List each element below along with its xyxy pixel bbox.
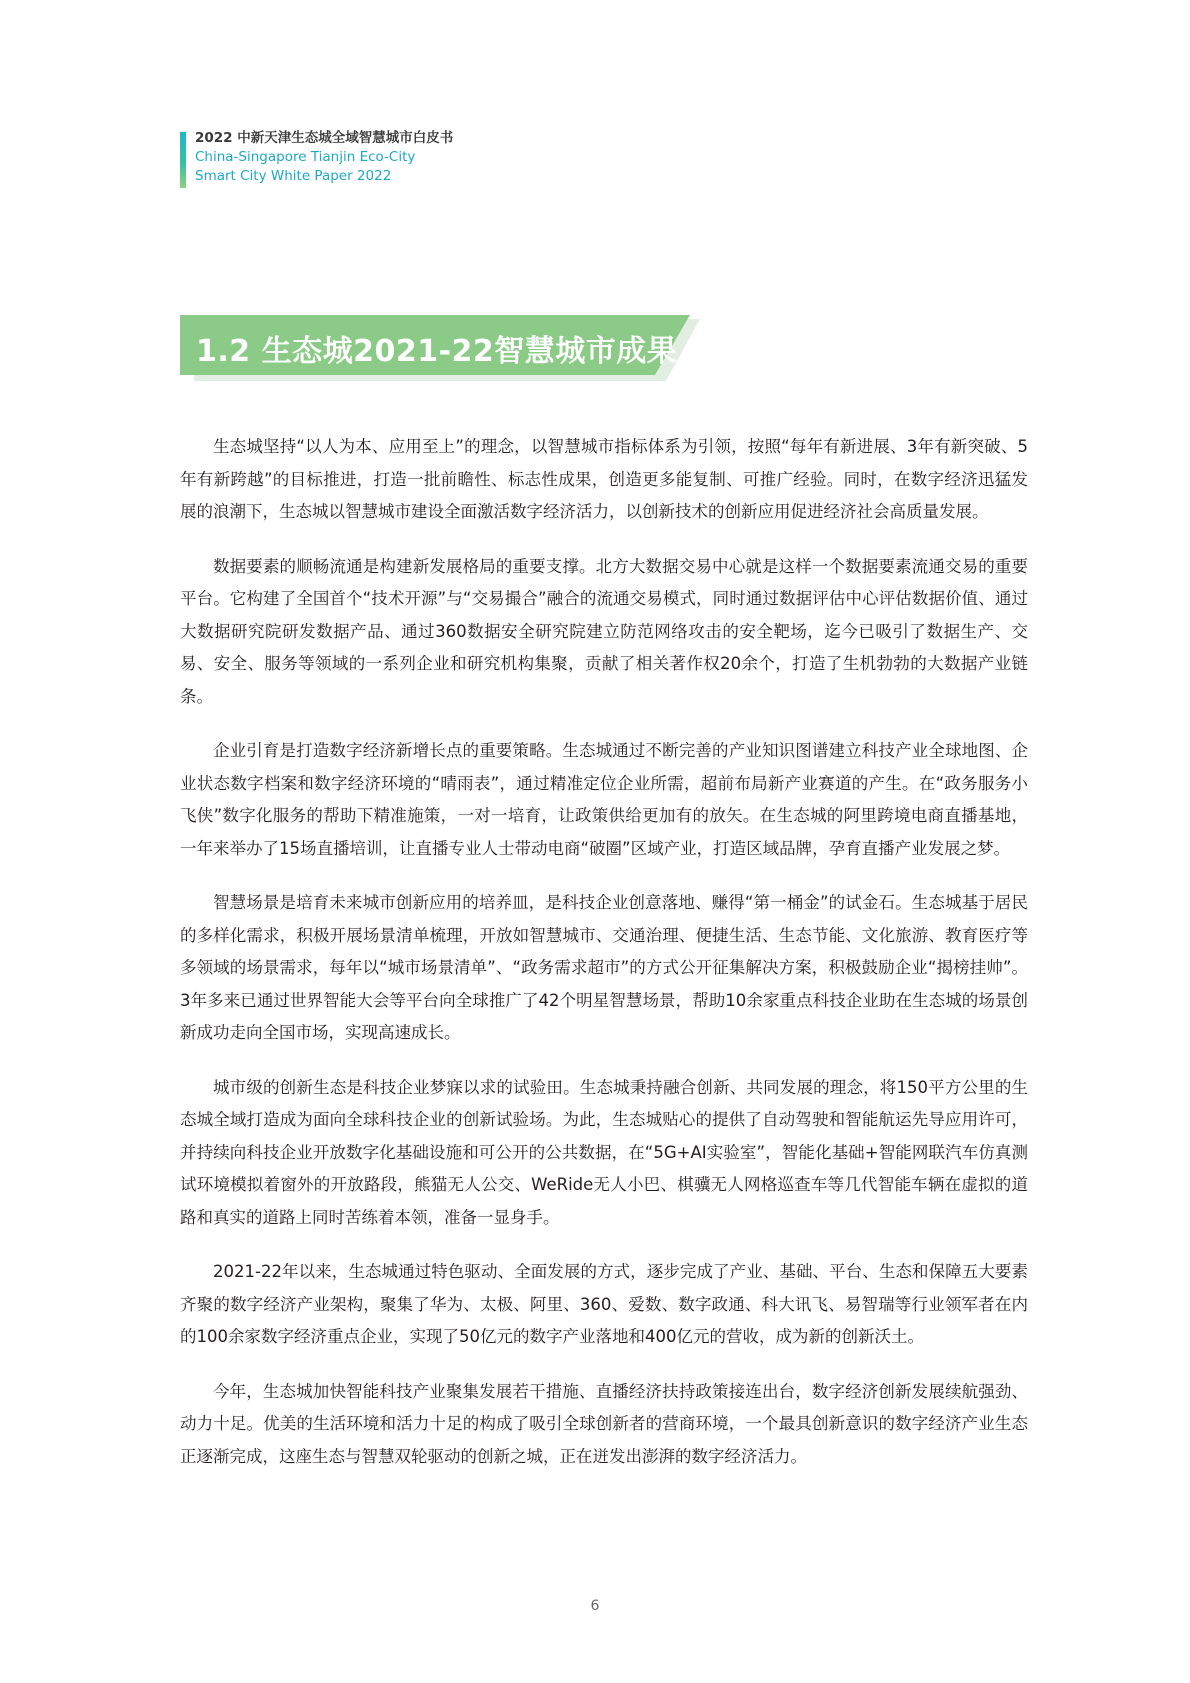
header-title-en-line2: Smart City White Paper 2022: [195, 168, 392, 184]
header-title-cn: 2022 中新天津生态城全域智慧城市白皮书: [195, 130, 454, 146]
header-accent-bar: [180, 132, 186, 188]
paragraph: 2021-22年以来，生态城通过特色驱动、全面发展的方式，逐步完成了产业、基础、平台、生态和保障五大要素齐聚的数字经济产业架构，聚集了华为、太极、阿里、360、爱数、数字政通、科大讯飞、易智瑞等行业领军者在内的100余家数字经济重点企业，实现了50亿元的数字产业落地和400亿元的营收，成为新的创新沃土。: [180, 1262, 1028, 1346]
paragraph: 数据要素的顺畅流通是构建新发展格局的重要支撑。北方大数据交易中心就是这样一个数据要素流通交易的重要平台。它构建了全国首个“技术开源”与“交易撮合”融合的流通交易模式，同时通过数据评估中心评估数据价值、通过大数据研究院研发数据产品、通过360数据安全研究院建立防范网络攻击的安全靶场，迄今已吸引了数据生产、交易、安全、服务等领域的一系列企业和研究机构集聚，贡献了相关著作权20余个，打造了生机勃勃的大数据产业链条。: [180, 556, 1028, 706]
paragraph: 今年，生态城加快智能科技产业聚集发展若干措施、直播经济扶持政策接连出台，数字经济创新发展续航强劲、动力十足。优美的生活环境和活力十足的构成了吸引全球创新者的营商环境，一个最具创新意识的数字经济产业生态正逐渐完成，这座生态与智慧双轮驱动的创新之城，正在迸发出澎湃的数字经济活力。: [180, 1381, 1028, 1466]
paragraph: 城市级的创新生态是科技企业梦寐以求的试验田。生态城秉持融合创新、共同发展的理念，将150平方公里的生态城全域打造成为面向全球科技企业的创新试验场。为此，生态城贴心的提供了自动驾驶和智能航运先导应用许可，并持续向科技企业开放数字化基础设施和可公开的公共数据，在“5G+AI实验室”，智能化基础+智能网联汽车仿真测试环境模拟着窗外的开放路段，熊猫无人公交、WeRide无人小巴、棋骥无人网格巡查车等几代智能车辆在虚拟的道路和真实的道路上同时苦练着本领，准备一显身手。: [180, 1077, 1028, 1227]
header-title-en-line1: China-Singapore Tianjin Eco-City: [195, 149, 416, 165]
paragraph: 生态城坚持“以人为本、应用至上”的理念，以智慧城市指标体系为引领，按照“每年有新进展、3年有新突破、5年有新跨越”的目标推进，打造一批前瞻性、标志性成果，创造更多能复制、可推广经验。同时，在数字经济迅猛发展的浪潮下，生态城以智慧城市建设全面激活数字经济活力，以创新技术的创新应用促进经济社会高质量发展。: [180, 437, 1028, 521]
paragraph: 智慧场景是培育未来城市创新应用的培养皿，是科技企业创意落地、赚得“第一桶金”的试金石。生态城基于居民的多样化需求，积极开展场景清单梳理，开放如智慧城市、交通治理、便捷生活、生态节能、文化旅游、教育医疗等多领域的场景需求，每年以“城市场景清单”、“政务需求超市”的方式公开征集解决方案，积极鼓励企业“揭榜挂帅”。3年多来已通过世界智能大会等平台向全球推广了42个明星智慧场景，帮助10余家重点科技企业助在生态城的场景创新成功走向全国市场，实现高速成长。: [180, 893, 1028, 1042]
section-title: 1.2 生态城2021-22智慧城市成果: [196, 334, 678, 369]
section-banner: [180, 315, 700, 381]
page-number: 6: [590, 1598, 600, 1614]
paragraph: 企业引育是打造数字经济新增长点的重要策略。生态城通过不断完善的产业知识图谱建立科技产业全球地图、企业状态数字档案和数字经济环境的“晴雨表”，通过精准定位企业所需，超前布局新产业赛道的产生。在“政务服务小飞侠”数字化服务的帮助下精准施策，一对一培育，让政策供给更加有的放矢。在生态城的阿里跨境电商直播基地，一年来举办了15场直播培训，让直播专业人士带动电商“破圈”区域产业，打造区域品牌，孕育直播产业发展之梦。: [180, 741, 1028, 858]
header-text-block: [195, 129, 453, 186]
body-content: [180, 431, 1028, 1495]
